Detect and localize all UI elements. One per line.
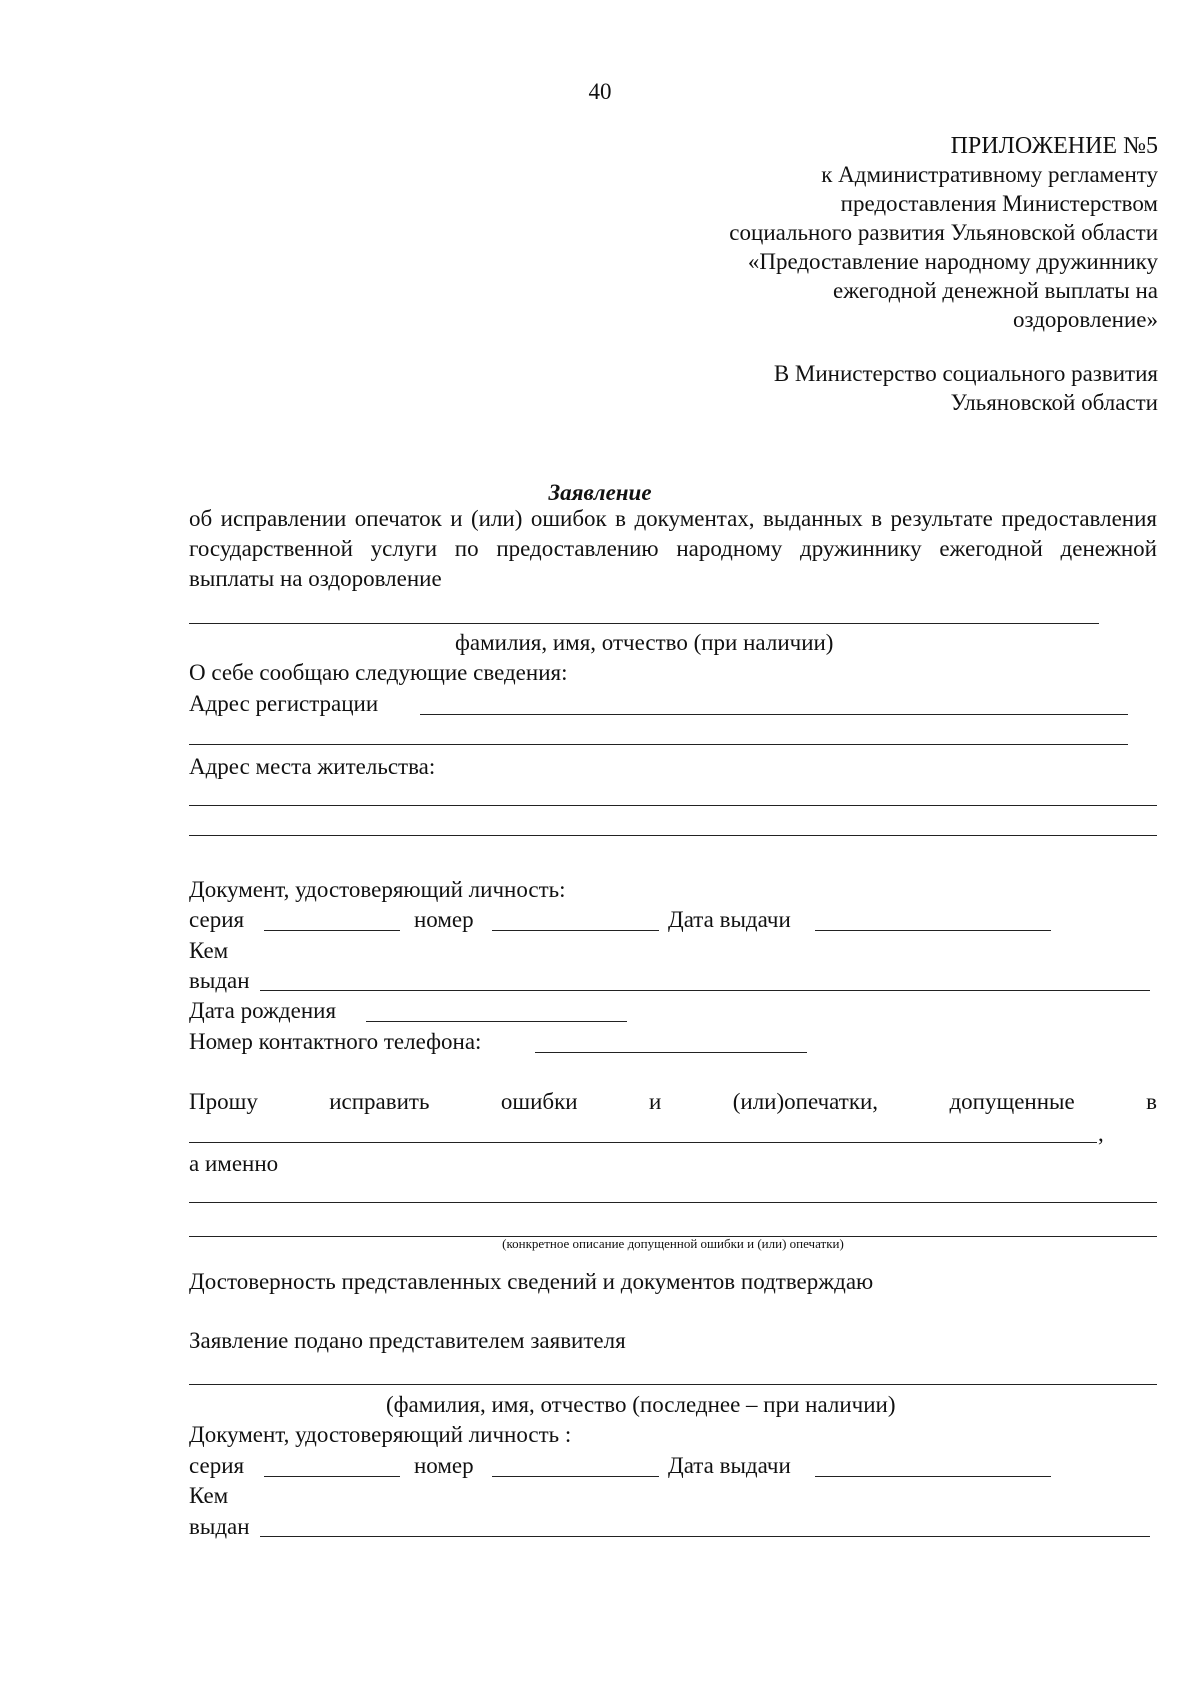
about-self-label: О себе сообщаю следующие сведения: xyxy=(189,660,568,685)
issued-by-line[interactable] xyxy=(260,990,1150,991)
rep-issue-date-line[interactable] xyxy=(815,1476,1051,1477)
series-label: серия xyxy=(189,907,245,932)
issue-date-label: Дата выдачи xyxy=(668,907,791,932)
rep-fio-line[interactable] xyxy=(189,1384,1157,1385)
rep-number-label: номер xyxy=(414,1453,474,1478)
rep-issued-by-label: Кем xyxy=(189,1483,229,1508)
series-line[interactable] xyxy=(264,930,400,931)
rep-issued-by-label-2: выдан xyxy=(189,1514,250,1539)
birth-date-line[interactable] xyxy=(366,1021,627,1022)
rep-id-document-label: Документ, удостоверяющий личность : xyxy=(189,1422,572,1447)
document-title: Заявление xyxy=(548,480,652,505)
rep-series-line[interactable] xyxy=(264,1476,400,1477)
request-word: исправить xyxy=(329,1089,430,1114)
request-word: в xyxy=(1146,1089,1157,1114)
rep-series-label: серия xyxy=(189,1453,245,1478)
id-document-label: Документ, удостоверяющий личность: xyxy=(189,877,566,902)
fio-caption: фамилия, имя, отчество (при наличии) xyxy=(455,630,834,655)
rep-issued-by-line[interactable] xyxy=(260,1536,1150,1537)
rep-fio-caption: (фамилия, имя, отчество (последнее – при наличии) xyxy=(386,1392,896,1417)
error-caption: (конкретное описание допущенной ошибки и (или) опечатки) xyxy=(502,1236,844,1251)
header-line: социального развития Ульяновской области xyxy=(729,220,1158,245)
header-line: ежегодной денежной выплаты на xyxy=(833,278,1158,303)
phone-label: Номер контактного телефона: xyxy=(189,1029,482,1054)
addressee-line: В Министерство социального развития xyxy=(773,361,1158,386)
request-sentence xyxy=(189,1088,1157,1116)
appendix-title: ПРИЛОЖЕНИЕ №5 xyxy=(950,133,1158,159)
residence-address-label: Адрес места жительства: xyxy=(189,754,436,779)
comma: , xyxy=(1098,1121,1104,1146)
header-line: к Административному регламенту xyxy=(821,162,1158,187)
rep-number-line[interactable] xyxy=(492,1476,659,1477)
request-word: Прошу xyxy=(189,1089,258,1114)
birth-date-label: Дата рождения xyxy=(189,998,337,1023)
header-line: оздоровление» xyxy=(1013,307,1158,332)
number-label: номер xyxy=(414,907,474,932)
residence-address-line-2[interactable] xyxy=(189,835,1157,836)
residence-address-line[interactable] xyxy=(189,805,1157,806)
request-word: ошибки xyxy=(500,1089,578,1114)
header-line: «Предоставление народному дружиннику xyxy=(747,249,1158,274)
reg-address-label: Адрес регистрации xyxy=(189,691,379,716)
page-number: 40 xyxy=(588,79,612,104)
phone-line[interactable] xyxy=(535,1052,807,1053)
rep-issue-date-label: Дата выдачи xyxy=(668,1453,791,1478)
issue-date-line[interactable] xyxy=(815,930,1051,931)
request-word: и xyxy=(649,1089,662,1114)
reg-address-line-2[interactable] xyxy=(189,744,1128,745)
issued-by-label: Кем xyxy=(189,938,229,963)
header-line: предоставления Министерством xyxy=(840,191,1158,216)
issued-by-label-2: выдан xyxy=(189,968,250,993)
document-name-line[interactable] xyxy=(189,1142,1097,1143)
fio-line[interactable] xyxy=(189,623,1099,624)
confirmation-text: Достоверность представленных сведений и документов подтверждаю xyxy=(189,1269,874,1294)
namely-label: а именно xyxy=(189,1151,279,1176)
reg-address-line[interactable] xyxy=(420,714,1128,715)
request-word: допущенные xyxy=(949,1089,1075,1114)
representative-label: Заявление подано представителем заявителя xyxy=(189,1328,626,1353)
number-line[interactable] xyxy=(492,930,659,931)
document-subtitle: об исправлении опечаток и (или) ошибок в документах, выданных в результате предоставления государственной услуги по предоставлению народному дружиннику ежегодной денежной выплаты на оздоровление xyxy=(189,506,1157,591)
addressee-line: Ульяновской области xyxy=(950,390,1158,415)
request-word: (или)опечатки, xyxy=(732,1089,879,1114)
error-description-line[interactable] xyxy=(189,1202,1157,1203)
